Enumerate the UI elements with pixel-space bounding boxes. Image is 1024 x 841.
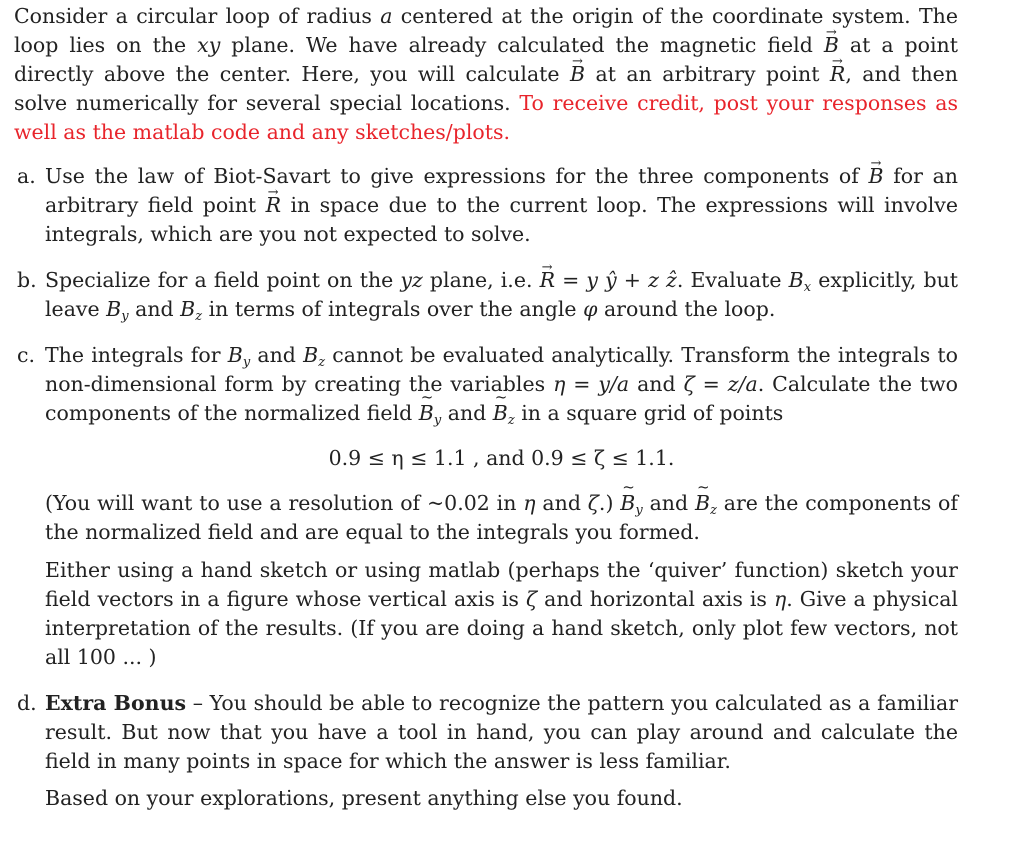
part-b-text: Specialize for a field point on the yz plane, i.e. R → = y ŷ + z ẑ. Evaluate $B_x$ explicitly, but leave $B_y$ and $B_z$ in terms of integrals over the angle φ around the loop. <box>45 266 958 324</box>
math-yz: yz <box>400 268 423 292</box>
sub-x: x <box>803 280 812 295</box>
math-vector-R: R → <box>540 266 555 295</box>
intro-text: plane. We have already calculated the magnetic field <box>220 33 824 57</box>
credit-notice: To receive credit, post your responses as well as the matlab code and any sketches/plots. <box>14 91 958 144</box>
math-a: a <box>380 4 393 28</box>
intro-text: Consider a circular loop of radius <box>14 4 381 28</box>
math-zeta-def: ζ = z/a <box>683 372 758 396</box>
math-B: B <box>227 343 243 367</box>
part-b <box>14 266 958 324</box>
math-eta-def: η = y/a <box>553 372 630 396</box>
extra-bonus-heading: Extra Bonus <box>45 691 187 715</box>
math-vector-R: R → <box>266 191 281 220</box>
part-d <box>14 689 958 813</box>
math-B: B <box>303 343 319 367</box>
part-d-text: Extra Bonus – You should be able to recognize the pattern you calculated as a familiar result. But now that you have a tool in hand, you can play around and calculate the field in many points in space for which the answer is less familiar. <box>45 691 959 773</box>
grid-range-equation: 0.9 ≤ η ≤ 1.1 , and 0.9 ≤ ζ ≤ 1.1. <box>328 446 675 470</box>
intro-text: at an arbitrary point <box>585 62 830 86</box>
part-d-label: d. <box>17 691 37 715</box>
math-B-tilde: B ~ <box>493 399 508 428</box>
problem-document <box>14 2 958 813</box>
part-a-text: Use the law of Biot-Savart to give expressions for the three components of B → for an arbitrary field point R → in space due to the current loop. The expressions will involve integrals, which are you not expected to solve. <box>45 162 958 249</box>
intro-paragraph <box>14 2 958 147</box>
sub-z: z <box>195 309 203 324</box>
part-c-label: c. <box>17 343 35 367</box>
math-vector-B: B → <box>824 31 839 60</box>
math-vector-R: R → <box>830 60 845 89</box>
math-xy: xy <box>197 33 221 57</box>
math-vector-B: B → <box>570 60 585 89</box>
part-a-label: a. <box>17 164 36 188</box>
math-B: B <box>180 297 196 321</box>
intro-text: centered at the origin of the coordinate system. The loop lies on the <box>14 4 958 57</box>
math-vector-B: B → <box>868 162 883 191</box>
part-c <box>14 341 958 672</box>
part-c-sketch-instructions: Either using a hand sketch or using matlab (perhaps the ‘quiver’ function) sketch your field vectors in a figure whose vertical axis is ζ and horizontal axis is η. Give a physical interpretation of the results. (If you are doing a hand sketch, only plot few vectors, not all 100 ... ) <box>45 558 958 669</box>
math-phi: φ <box>583 297 598 321</box>
part-a <box>14 162 958 249</box>
math-B: B <box>788 268 804 292</box>
intro-text: at a point directly above the center. Here, you will calculate <box>14 33 958 86</box>
math-B-tilde: B ~ <box>419 399 434 428</box>
intro-text: , and then solve numerically for several special locations. <box>14 62 958 115</box>
sub-y: y <box>121 309 129 324</box>
part-c-text: The integrals for $B_y$ and $B_z$ cannot be evaluated analytically. Transform the integrals to non-dimensional form by creating the variables η = y/a and ζ = z/a. Calculate the two components of the normalized field B $\sim_y$ and B $\sim_z$ in a square grid of points <box>45 341 958 428</box>
part-d-findings: Based on your explorations, present anything else you found. <box>45 786 683 810</box>
part-c-resolution: (You will want to use a resolution of ~0.02 in η and ζ.) B $\sim_y$ and B $\sim_z$ are the components of the normalized field and are equal to the integrals you formed. <box>45 489 958 547</box>
math-B: B <box>106 297 122 321</box>
math-position-eq: = y ŷ + z ẑ <box>555 268 677 292</box>
part-b-label: b. <box>17 268 37 292</box>
